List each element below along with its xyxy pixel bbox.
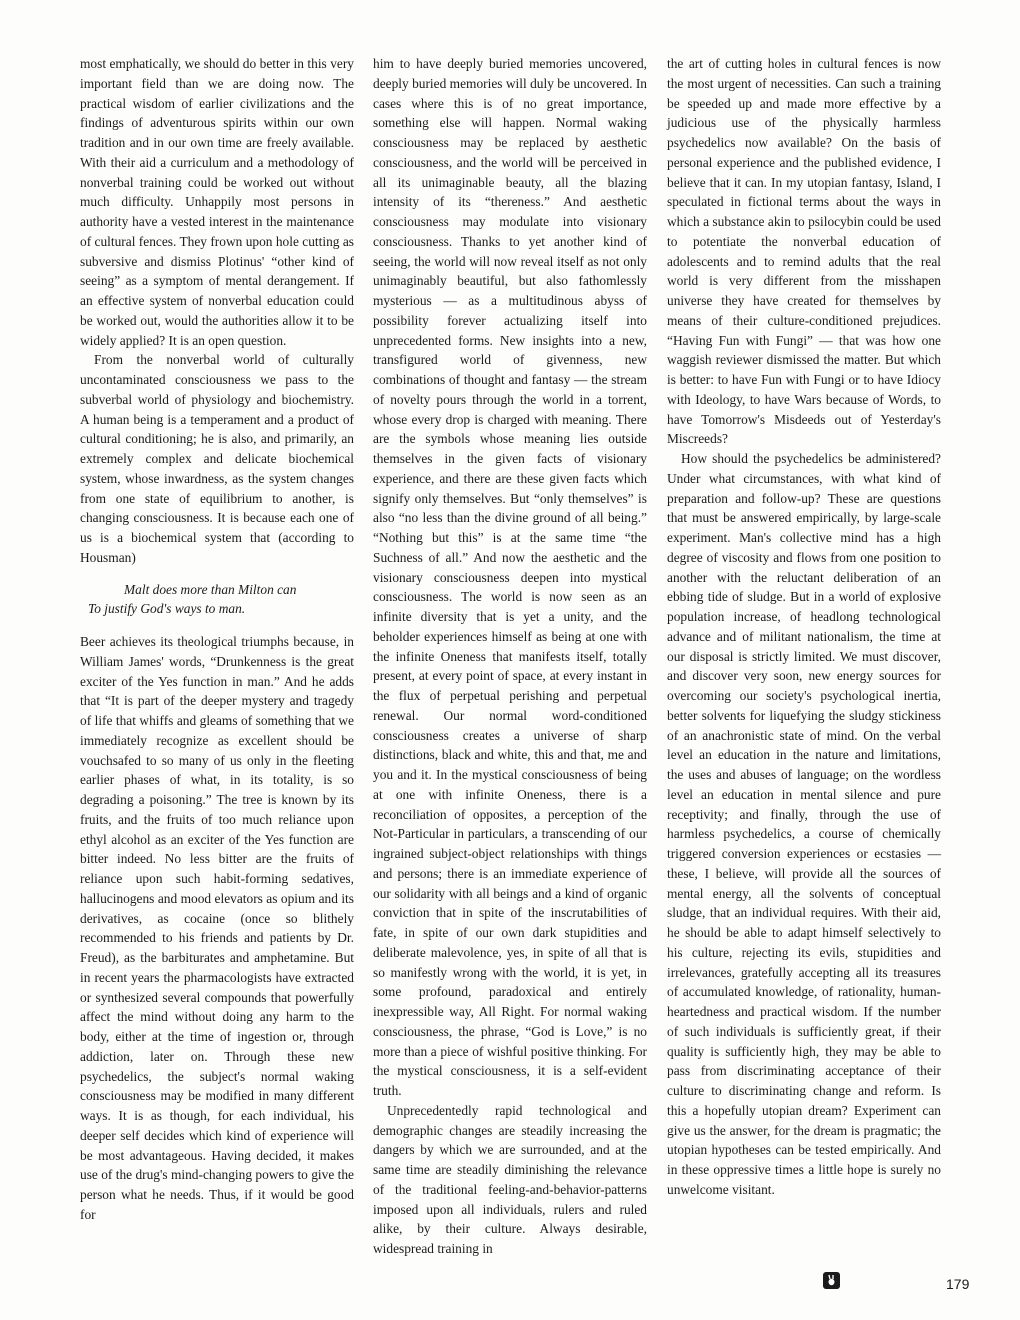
paragraph: How should the psychedelics be administered? Under what circumstances, with what kind of preparation and follow-up? These are questions that must be answered empirically, by large-scale experiment. Man's collective mind has a high degree of viscosity and flows from one position to another with the reluctant deliberation of an ebbing tide of sludge. But in a world of explosive population increase, of headlong technological advance and of militant nationalism, the time at our disposal is strictly limited. We must discover, and discover very soon, new energy sources for overcoming our society's psychological inertia, better solvents for liquefying the sludgy stickiness of an anachronistic state of mind. On the verbal level an education in the nature and limitations, the uses and abuses of language; on the wordless level an education in mental silence and pure receptivity; and finally, through the use of harmless psychedelics, a course of chemically triggered conversion experiences or ecstasies — these, I believe, will provide all the sources of mental energy, all the solvents of conceptual sludge, that an individual requires. With their aid, he should be able to adapt himself selectively to his culture, rejecting its evils, stupidities and irrelevances, gratefully accepting all its treasures of accumulated knowledge, of rationality, human-heartedness and practical wisdom. If the number of such individuals is sufficiently great, if their quality is sufficiently high, they may be able to pass from discriminating acceptance of their culture to discriminating change and reform. Is this a hopefully utopian dream? Experiment can give us the answer, for the dream is pragmatic; the utopian hypotheses can be tested empirically. And in these oppressive times a little hope is surely no unwelcome visitant. — [667, 451, 941, 1197]
verse-line: Malt does more than Milton can — [124, 581, 297, 597]
paragraph: most emphatically, we should do better in this very important field than we are doing now. The practical wisdom of earlier civilizations and the findings of adventurous spirits within our own tradition and in our own time are freely available. With their aid a curriculum and a methodology of nonverbal training could be worked out without much difficulty. Unhappily most persons in authority have a vested interest in the maintenance of cultural fences. They frown upon hole cutting as subversive and dismiss Plotinus' “other kind of seeing” as a symptom of mental derangement. If an effective system of nonverbal education could be worked out, would the authorities allow it to be widely applied? It is an open question. — [80, 56, 354, 348]
verse-quote — [80, 580, 354, 620]
paragraph: the art of cutting holes in cultural fences is now the most urgent of necessities. Can such a training be speeded up and made more effective by a judicious use of the physically harmless psychedelics now available? On the basis of personal experience and the published evidence, I believe that it can. In my utopian fantasy, Island, I speculated in fictional terms about the ways in which a substance akin to psilocybin could be used to potentiate the nonverbal education of adolescents and to remind adults that the real world is very different from the misshapen universe they have created for themselves by means of their culture-conditioned prejudices. “Having Fun with Fungi” — that was how one waggish reviewer dismissed the matter. But which is better: to have Fun with Fungi or to have Idiocy with Ideology, to have Wars because of Words, to have Tomorrow's Misdeeds out of Yesterday's Miscreeds? — [667, 56, 941, 447]
rabbit-head-icon — [823, 1272, 840, 1289]
paragraph: Unprecedentedly rapid technological and demographic changes are steadily increasing the dangers by which we are surrounded, and at the same time are steadily diminishing the relevance of the traditional feeling-and-behavior-patterns imposed upon all individuals, rulers and ruled alike, by their culture. Always desirable, widespread training in — [373, 1102, 647, 1256]
text-column-2 — [373, 54, 647, 1259]
page-number: 179 — [946, 1276, 970, 1292]
paragraph: Beer achieves its theological triumphs because, in William James' words, “Drunkenness is the great exciter of the Yes function in man.” And he adds that “It is part of the deeper mystery and tragedy of life that whiffs and gleams of something that we immediately recognize as excellent should be vouchsafed to so many of us only in the fleeting earlier phases of what, in its totality, is so degrading a poisoning.” The tree is known by its fruits, and the fruits of too much reliance upon ethyl alcohol as an exciter of the Yes function are bitter indeed. No less bitter are the fruits of reliance upon such habit-forming sedatives, hallucinogens and mood elevators as opium and its derivatives, as cocaine (once so blithely recommended to his friends and patients by Dr. Freud), as the barbiturates and amphetamine. But in recent years the pharmacologists have extracted or synthesized several compounds that powerfully affect the mind without doing any harm to the body, either at the time of ingestion or, through addiction, later on. Through these new psychedelics, the subject's normal waking consciousness may be modified in many different ways. It is as though, for each individual, his deeper self decides which kind of experience will be most advantageous. Having decided, it makes use of the drug's mind-changing powers to give the person what he needs. Thus, if it would be good for — [80, 634, 354, 1222]
paragraph: him to have deeply buried memories uncovered, deeply buried memories will duly be uncovered. In cases where this is of no great importance, something else will happen. Normal waking consciousness may be replaced by aesthetic consciousness, and the world will be perceived in all its unimaginable beauty, all the blazing intensity of its “thereness.” And aesthetic consciousness may modulate into visionary consciousness. Thanks to yet another kind of seeing, the world will now reveal itself as not only unimaginably beautiful, but also fathomlessly mysterious — as a multitudinous abyss of possibility forever actualizing itself into unprecedented forms. New insights into a new, transfigured world of givenness, new combinations of thought and fantasy — the stream of novelty pours through the world in a torrent, whose every drop is charged with meaning. There are the symbols whose meaning lies outside themselves in the given facts of visionary experience, and there are these given facts which signify only themselves. But “only themselves” is also “no less than the divine ground of all being.” “Nothing but this” is at the same time “the Suchness of all.” And now the aesthetic and the visionary consciousness deepen into mystical consciousness. The world is now seen as an infinite diversity that is yet a unity, and the beholder experiences himself as being at one with the infinite Oneness that manifests itself, totally present, at every point of space, at every instant in the flux of perpetual perishing and perpetual renewal. Our normal word-conditioned consciousness creates a universe of sharp distinctions, black and white, this and that, me and you and it. In the mystical consciousness of being at one with infinite Oneness, there is a reconciliation of opposites, a perception of the Not-Particular in particulars, a transcending of our ingrained subject-object relationships with things and persons; there is an immediate experience of our solidarity with all beings and a kind of organic conviction that in spite of the inscrutabilities of fate, in spite of our own dark stupidities and deliberate malevolence, yes, in spite of all that is so manifestly wrong with the world, it is yet, in some profound, paradoxical and entirely inexpressible way, All Right. For normal waking consciousness, the phrase, “God is Love,” is no more than a piece of wishful positive thinking. For the mystical consciousness, it is a self-evident truth. — [373, 56, 647, 1098]
verse-line: To justify God's ways to man. — [88, 601, 246, 617]
text-column-3 — [667, 54, 941, 1200]
paragraph: From the nonverbal world of culturally uncontaminated consciousness we pass to the subverbal world of physiology and biochemistry. A human being is a temperament and a product of cultural conditioning; he is also, and primarily, an extremely complex and delicate biochemical system, whose inwardness, as the system changes from one state of equilibrium to another, is changing consciousness. It is because each one of us is a biochemical system that (according to Housman) — [80, 352, 354, 565]
text-column-1 — [80, 54, 354, 1225]
